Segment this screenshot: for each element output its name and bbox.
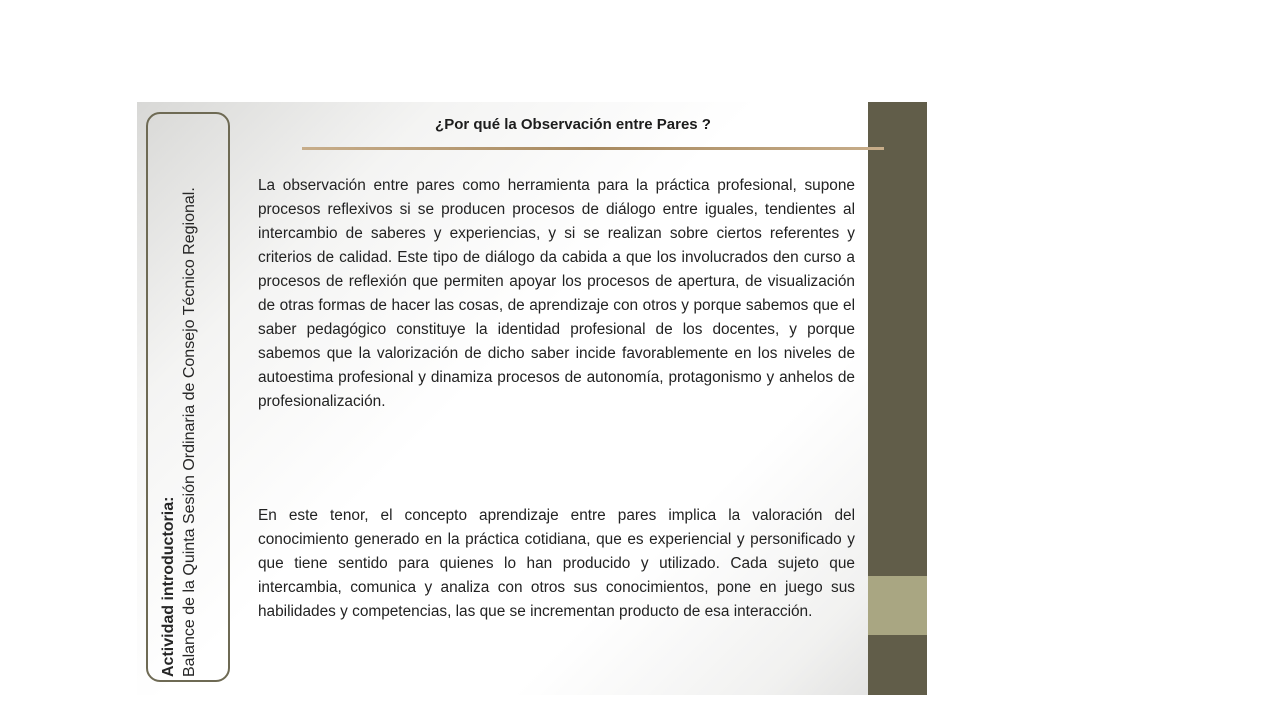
sidebar-vertical-text xyxy=(158,117,218,677)
sidebar-subtitle: Balance de la Quinta Sesión Ordinaria de Consejo Técnico Regional. xyxy=(181,187,198,677)
slide xyxy=(137,102,927,695)
paragraph-2: En este tenor, el concepto aprendizaje entre pares implica la valoración del conocimiento generado en la práctica cotidiana, que es experiencial y personificado y que tiene sentido para quienes lo han producido y utilizado. Cada sujeto que intercambia, comunica y analiza con otros sus conocimientos, pone en juego sus habilidades y competencias, las que se incrementan producto de esa interacción. xyxy=(258,507,855,620)
paragraph-1: La observación entre pares como herramienta para la práctica profesional, supone procesos reflexivos si se producen procesos de diálogo entre iguales, tendientes al intercambio de saberes y experiencias, y si se realizan sobre ciertos referentes y criterios de calidad. Este tipo de diálogo da cabida a que los involucrados den curso a procesos de reflexión que permiten apoyar los procesos de apertura, de visualización de otras formas de hacer las cosas, de aprendizaje con otros y porque sabemos que el saber pedagógico constituye la identidad profesional de los docentes, y porque sabemos que la valorización de dicho saber incide favorablemente en los niveles de autoestima profesional y dinamiza procesos de autonomía, protagonismo y anhelos de profesionalización. xyxy=(258,177,855,410)
right-bar-accent-block xyxy=(868,576,927,635)
title-underline xyxy=(302,147,884,150)
sidebar-heading: Actividad introductoria: xyxy=(160,496,177,677)
slide-title: ¿Por qué la Observación entre Pares ? xyxy=(435,116,711,133)
